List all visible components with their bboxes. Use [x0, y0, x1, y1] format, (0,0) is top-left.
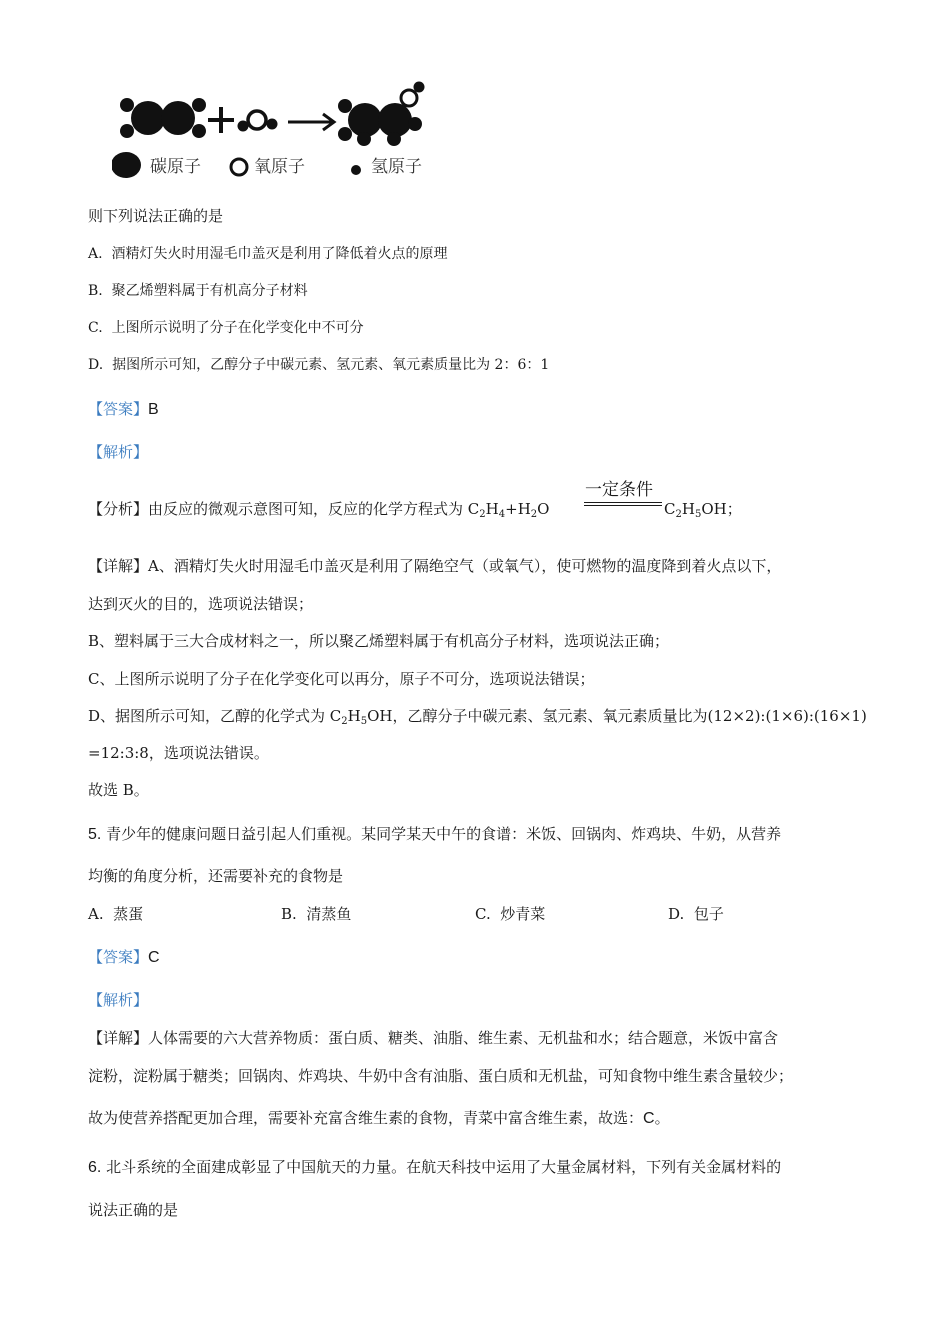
water-molecule — [238, 111, 278, 132]
question-stem: 北斗系统的全面建成彰显了中国航天的力量。在航天科技中运用了大量金属材料，下列有关金属材料的 — [106, 1158, 782, 1176]
reaction-diagram — [112, 78, 442, 186]
ethanol-formula: $C_2H_5OH$ — [329, 707, 393, 727]
q5-xiangjie-3 — [88, 1108, 670, 1129]
xiangjie-text: A、酒精灯失火时用湿毛巾盖灭是利用了隔绝空气（或氧气），使可燃物的温度降到着火点以下， — [148, 557, 782, 575]
xiangjie-label: 【详解】 — [88, 1029, 149, 1047]
analysis-tag: 【解析】 — [88, 991, 149, 1009]
q5-option-d — [668, 904, 724, 924]
xiangjie-text: 故为使营养搭配更加合理，需要补充富含维生素的食物，青菜中富含维生素，故选： — [88, 1109, 644, 1127]
q5-analysis-tag — [88, 990, 148, 1010]
q4-fenxi — [88, 499, 549, 519]
q4-xiangjie-a2: 达到灭火的目的，选项说法错误； — [88, 595, 314, 613]
q4-xiangjie-c: C、上图所示说明了分子在化学变化可以再分，原子不可分，选项说法错误； — [88, 670, 595, 688]
q5-answer — [88, 947, 160, 968]
q6-stem-line1 — [88, 1157, 781, 1178]
ethylene-molecule — [120, 98, 206, 138]
q4-stem-tail: 则下列说法正确的是 — [88, 207, 224, 225]
option-text: 上图所示说明了分子在化学变化中不可分 — [111, 320, 364, 336]
carbon-legend-symbol — [112, 152, 141, 178]
analysis-tag: 【解析】 — [88, 443, 149, 461]
equation-product: $C_2H_5OH$； — [664, 500, 742, 520]
hydrogen-legend-symbol — [351, 165, 361, 175]
q5-xiangjie-2: 淀粉，淀粉属于糖类；回锅肉、炸鸡块、牛奶中含有油脂、蛋白质和无机盐，可知食物中维生素含量较少； — [88, 1067, 794, 1085]
option-key: C. — [475, 905, 491, 923]
option-text: 据图所示可知，乙醇分子中碳元素、氢元素、氧元素质量比为 2：6：1 — [112, 357, 550, 373]
q4-xiangjie-d1 — [88, 706, 867, 726]
q4-xiangjie-b: B、塑料属于三大合成材料之一，所以聚乙烯塑料属于有机高分子材料，选项说法正确； — [88, 632, 670, 650]
q5-stem-line2: 均衡的角度分析，还需要补充的食物是 — [88, 867, 344, 885]
equation-condition: 一定条件 — [585, 480, 653, 500]
option-text: 聚乙烯塑料属于有机高分子材料 — [111, 283, 308, 299]
q4-answer — [88, 399, 159, 420]
question-number: 6. — [88, 1159, 102, 1176]
option-key: B. — [88, 283, 103, 299]
plus-sign — [208, 107, 234, 133]
carbon-legend-label: 碳原子 — [150, 157, 201, 177]
q4-option-c — [88, 318, 364, 338]
q5-option-b — [281, 904, 351, 924]
ethanol-molecule — [338, 82, 425, 147]
fenxi-label: 【分析】 — [88, 500, 149, 518]
answer-tag: 【答案】 — [88, 400, 149, 418]
option-text: 包子 — [693, 905, 724, 923]
q4-option-a — [88, 244, 447, 264]
question-stem: 青少年的健康问题日益引起人们重视。某同学某天中午的食谱：米饭、回锅肉、炸鸡块、牛奶，从营养 — [106, 825, 782, 843]
xiangjie-d-part1: D、据图所示可知，乙醇的化学式为 — [88, 707, 330, 725]
q5-option-c — [475, 904, 545, 924]
equation-double-bar-lower — [584, 505, 662, 506]
q4-analysis-tag — [88, 442, 148, 462]
option-key: D. — [668, 905, 685, 923]
xiangjie-answer: C — [643, 1110, 655, 1127]
option-key: A. — [88, 246, 103, 262]
xiangjie-end: 。 — [654, 1109, 670, 1127]
option-key: C. — [88, 320, 103, 336]
q4-xiangjie-d2: =12:3:8，选项说法错误。 — [88, 744, 269, 762]
oxygen-legend-symbol — [231, 159, 247, 175]
xiangjie-text: 人体需要的六大营养物质：蛋白质、糖类、油脂、维生素、无机盐和水；结合题意，米饭中富含 — [148, 1029, 779, 1047]
diagram-legend — [112, 152, 422, 178]
reaction-arrow — [288, 114, 334, 130]
option-key: A. — [88, 905, 104, 923]
answer-value: C — [148, 949, 160, 966]
option-text: 蒸蛋 — [113, 905, 144, 923]
hydrogen-legend-label: 氢原子 — [371, 157, 422, 177]
q4-option-d — [88, 355, 549, 375]
option-text: 清蒸鱼 — [306, 905, 352, 923]
q4-conclusion: 故选 B。 — [88, 781, 149, 799]
xiangjie-label: 【详解】 — [88, 557, 149, 575]
xiangjie-d-part2: ，乙醇分子中碳元素、氢元素、氧元素质量比为(12×2):(1×6):(16×1) — [392, 707, 867, 725]
equation-double-bar — [584, 502, 662, 503]
option-key: D. — [88, 357, 104, 373]
q5-xiangjie-1 — [88, 1028, 778, 1048]
fenxi-text: 由反应的微观示意图可知，反应的化学方程式为 — [148, 500, 468, 518]
question-number: 5. — [88, 826, 102, 843]
oxygen-legend-label: 氧原子 — [254, 157, 305, 177]
option-text: 炒青菜 — [500, 905, 546, 923]
q6-stem-line2: 说法正确的是 — [88, 1201, 179, 1219]
q5-option-a — [88, 904, 143, 924]
equation-end: ； — [726, 500, 742, 518]
option-key: B. — [281, 905, 297, 923]
q5-stem-line1 — [88, 824, 781, 845]
q4-option-b — [88, 281, 308, 301]
answer-value: B — [148, 401, 159, 418]
answer-tag: 【答案】 — [88, 948, 149, 966]
q4-xiangjie-a1 — [88, 556, 781, 576]
option-text: 酒精灯失火时用湿毛巾盖灭是利用了降低着火点的原理 — [111, 246, 448, 262]
equation-reactants: $C_2H_4+H_2O$ — [467, 500, 550, 520]
